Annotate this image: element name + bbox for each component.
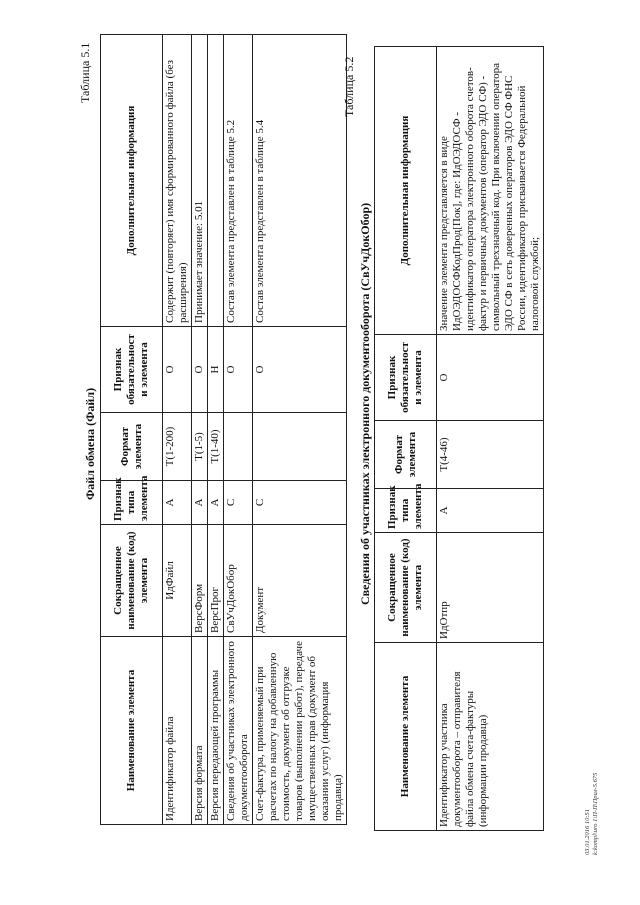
cell-info: Состав элемента представлен в таблице 5.2	[224, 35, 253, 327]
header-short-code: Сокращенное наименование (код) элемента	[101, 525, 163, 637]
table-5-2	[374, 46, 544, 831]
cell-name: Версия формата	[192, 637, 208, 825]
cell-code: ВерсФорм	[192, 525, 208, 637]
cell-code: ВерсПрог	[208, 525, 224, 637]
cell-name: Идентификатор файла	[163, 637, 192, 825]
cell-format: T(1-5)	[192, 413, 208, 481]
cell-code: ИдФайл	[163, 525, 192, 637]
table-row	[253, 35, 347, 825]
table-5-1-title: Файл обмена (Файл)	[83, 387, 97, 500]
cell-required: О	[224, 327, 253, 413]
cell-info	[208, 35, 224, 327]
cell-type: А	[163, 481, 192, 525]
cell-required: О	[163, 327, 192, 413]
cell-info: Принимает значение: 5.01	[192, 35, 208, 327]
cell-type: С	[224, 481, 253, 525]
cell-info: Значение элемента представляется в виде ИдОЭДОСФКодПрод[Пок], где: ИдОЭДОСФ - идентификатор оператора электронного оборота счетов-фактур и первичных документов (оператор ЭДО СФ) - символьный трехзначный код. При включении оператора ЭДО СФ в сеть доверенных операторов ЭДО СФ ФНС России, идентификатор присваивается Федеральной налоговой службой;	[437, 47, 544, 335]
header-required: Признак обязательност и элемента	[375, 335, 437, 421]
table-5-1	[100, 34, 347, 825]
footer-file-path: k:kompl\uro 1\П-П\Прил-5.675	[592, 772, 599, 855]
cell-required: О	[253, 327, 347, 413]
table-row	[437, 47, 544, 831]
file-footer	[584, 773, 600, 855]
table-row	[163, 35, 192, 825]
table-5-1-caption: Таблица 5.1	[78, 42, 92, 103]
header-element-name: Наименование элемента	[101, 637, 163, 825]
cell-name: Идентификатор участника документооборота – отправителя файла обмена счета-фактуры (информации продавца)	[437, 643, 544, 831]
header-short-code: Сокращенное наименование (код) элемента	[375, 533, 437, 643]
table-row	[208, 35, 224, 825]
cell-code: ИдОтпр	[437, 533, 544, 643]
header-format: Формат элемента	[375, 421, 437, 489]
cell-format	[253, 413, 347, 481]
cell-required: Н	[208, 327, 224, 413]
header-element-name: Наименование элемента	[375, 643, 437, 831]
cell-required: О	[192, 327, 208, 413]
cell-info: Состав элемента представлен в таблице 5.4	[253, 35, 347, 327]
cell-format	[224, 413, 253, 481]
header-additional-info: Дополнительная информация	[375, 47, 437, 335]
header-type: Признак типа элемента	[375, 489, 437, 533]
cell-type: А	[208, 481, 224, 525]
header-additional-info: Дополнительная информация	[101, 35, 163, 327]
cell-type: А	[192, 481, 208, 525]
table-row	[224, 35, 253, 825]
header-format: Формат элемента	[101, 413, 163, 481]
cell-name: Версия передающей программы	[208, 637, 224, 825]
table-5-2-caption: Таблица 5.2	[342, 56, 356, 117]
cell-name: Счет-фактура, применяемый при расчетах по налогу на добавленную стоимость, документ об отгрузке товаров (выполнении работ), передаче имущественных прав (документ об оказании услуг) (информация продавца)	[253, 637, 347, 825]
cell-type: А	[437, 489, 544, 533]
table-header-row	[101, 35, 163, 825]
cell-info: Содержит (повторяет) имя сформированного файла (без расширения)	[163, 35, 192, 327]
cell-format: T(1-200)	[163, 413, 192, 481]
table-header-row	[375, 47, 437, 831]
cell-code: СвУчДокОбор	[224, 525, 253, 637]
cell-format: T(4-46)	[437, 421, 544, 489]
cell-format: T(1-40)	[208, 413, 224, 481]
cell-code: Документ	[253, 525, 347, 637]
header-required: Признак обязательност и элемента	[101, 327, 163, 413]
table-5-2-title: Сведения об участниках электронного документооборота (СвУчДокОбор)	[358, 202, 372, 605]
footer-timestamp: 03.01.2016 10:51	[584, 808, 591, 855]
cell-required: О	[437, 335, 544, 421]
header-type: Признак типа элемента	[101, 481, 163, 525]
table-row	[192, 35, 208, 825]
cell-type: С	[253, 481, 347, 525]
cell-name: Сведения об участниках электронного документооборота	[224, 637, 253, 825]
